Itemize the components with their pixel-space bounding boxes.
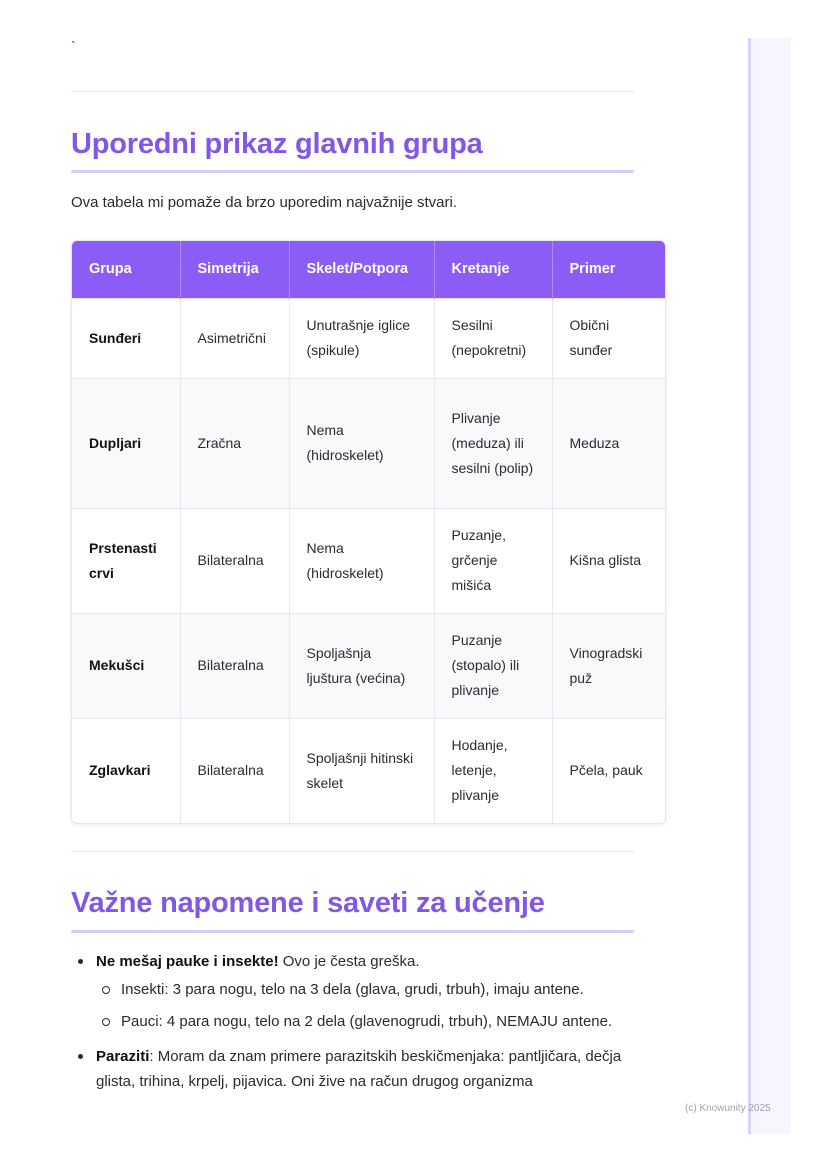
intro-text: Ova tabela mi pomaže da brzo uporedim najvažnije stvari. [71,194,458,211]
comparison-table [71,240,666,824]
cell-symmetry: Zračna [180,378,289,508]
divider-top [71,91,634,92]
cell-skeleton: Nema (hidroskelet) [289,378,434,508]
cell-example: Pčela, pauk [552,718,666,823]
table-row [72,718,666,823]
cell-movement: Puzanje, grčenje mišića [434,508,552,613]
cell-skeleton: Spoljašnja ljuštura (većina) [289,613,434,718]
cell-symmetry: Bilateralna [180,613,289,718]
cell-group: Dupljari [72,378,180,508]
header-group: Grupa [72,241,180,298]
cell-symmetry: Bilateralna [180,718,289,823]
table-row [72,508,666,613]
section-title-underline [71,930,634,933]
table-header-row [72,241,666,298]
tip-bold: Ne mešaj pauke i insekte! [96,953,279,970]
cell-movement: Plivanje (meduza) ili sesilni (polip) [434,378,552,508]
list-item [78,1044,638,1094]
section-title-underline [71,170,634,173]
table-row [72,378,666,508]
header-example: Primer [552,241,666,298]
divider-middle [71,851,634,852]
cell-skeleton: Spoljašnji hitinski skelet [289,718,434,823]
cell-movement: Puzanje (stopalo) ili plivanje [434,613,552,718]
header-skeleton: Skelet/Potpora [289,241,434,298]
cell-skeleton: Nema (hidroskelet) [289,508,434,613]
section-title-comparison: Uporedni prikaz glavnih grupa [71,128,483,160]
list-item [78,949,638,1034]
header-symmetry: Simetrija [180,241,289,298]
cell-movement: Hodanje, letenje, plivanje [434,718,552,823]
top-mark: ` [71,38,76,54]
tips-list [78,949,638,1094]
tip-text: : Moram da znam primere parazitskih beskičmenjaka: pantljičara, dečja glista, trihina, krpelj, pijavica. Oni žive na račun drugog organizma [96,1048,622,1090]
cell-group: Prstenasti crvi [72,508,180,613]
cell-example: Kišna glista [552,508,666,613]
cell-group: Mekušci [72,613,180,718]
copyright-text: (c) Knowunity 2025 [685,1103,771,1114]
cell-example: Obični sunđer [552,298,666,378]
right-margin-panel [748,38,791,1134]
cell-symmetry: Asimetrični [180,298,289,378]
header-movement: Kretanje [434,241,552,298]
cell-example: Vinogradski puž [552,613,666,718]
table-row [72,298,666,378]
sub-list [96,977,638,1034]
cell-symmetry: Bilateralna [180,508,289,613]
tip-text: Ovo je česta greška. [278,953,420,970]
list-item: Insekti: 3 para nogu, telo na 3 dela (glava, grudi, trbuh), imaju antene. [96,977,638,1002]
cell-movement: Sesilni (nepokretni) [434,298,552,378]
tip-bold: Paraziti [96,1048,150,1065]
cell-group: Zglavkari [72,718,180,823]
cell-group: Sunđeri [72,298,180,378]
table-row [72,613,666,718]
list-item: Pauci: 4 para nogu, telo na 2 dela (glavenogrudi, trbuh), NEMAJU antene. [96,1009,638,1034]
section-title-tips: Važne napomene i saveti za učenje [71,887,545,919]
cell-example: Meduza [552,378,666,508]
cell-skeleton: Unutrašnje iglice (spikule) [289,298,434,378]
